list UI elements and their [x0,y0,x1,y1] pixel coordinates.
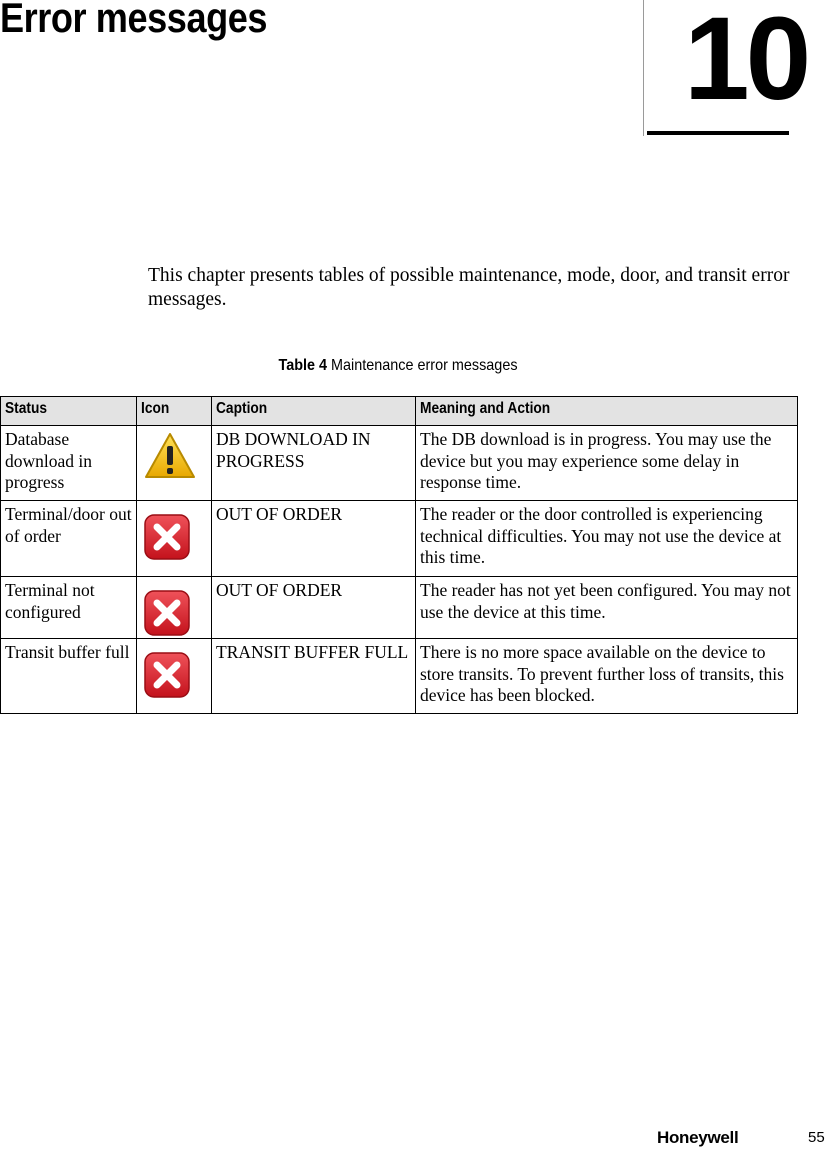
header-meaning: Meaning and Action [416,397,798,426]
maintenance-error-table [0,396,798,714]
row-caption: OUT OF ORDER [212,501,416,577]
row-meaning: The DB download is in progress. You may use the device but you may experience some delay in response time. [416,426,798,501]
error-x-icon [143,513,191,561]
row-meaning: The reader has not yet been configured. You may not use the device at this time. [416,577,798,639]
chapter-number-box [643,0,808,136]
warning-icon [143,431,191,479]
header-status: Status [1,397,137,426]
table-caption [40,357,756,375]
table-row [1,577,798,639]
row-caption: DB DOWNLOAD IN PROGRESS [212,426,416,501]
row-status: Terminal not configured [1,577,137,639]
row-icon-cell [137,426,212,501]
header-icon: Icon [137,397,212,426]
chapter-number: 10 [684,0,808,125]
table-row [1,501,798,577]
table-caption-label: Table 4 [278,357,328,374]
honeywell-logo: Honeywell [657,1128,739,1147]
error-x-icon [143,589,191,637]
table-row [1,639,798,714]
row-icon-cell [137,577,212,639]
table-caption-text: Maintenance error messages [331,357,518,374]
row-status: Terminal/door out of order [1,501,137,577]
row-icon-cell [137,501,212,577]
row-status: Database download in progress [1,426,137,501]
intro-paragraph: This chapter presents tables of possible maintenance, mode, door, and transit error messages. [148,265,790,310]
row-caption: TRANSIT BUFFER FULL [212,639,416,714]
header-caption: Caption [212,397,416,426]
row-status: Transit buffer full [1,639,137,714]
row-icon-cell [137,639,212,714]
row-meaning: The reader or the door controlled is experiencing technical difficulties. You may not use the device at this time. [416,501,798,577]
table-row [1,426,798,501]
chapter-rule [647,131,789,135]
page-number: 55 [808,1129,825,1146]
row-meaning: There is no more space available on the device to store transits. To prevent further loss of transits, this device has been blocked. [416,639,798,714]
error-x-icon [143,651,191,699]
row-caption: OUT OF ORDER [212,577,416,639]
chapter-title: Error messages [0,0,268,41]
table-header-row [1,397,798,426]
